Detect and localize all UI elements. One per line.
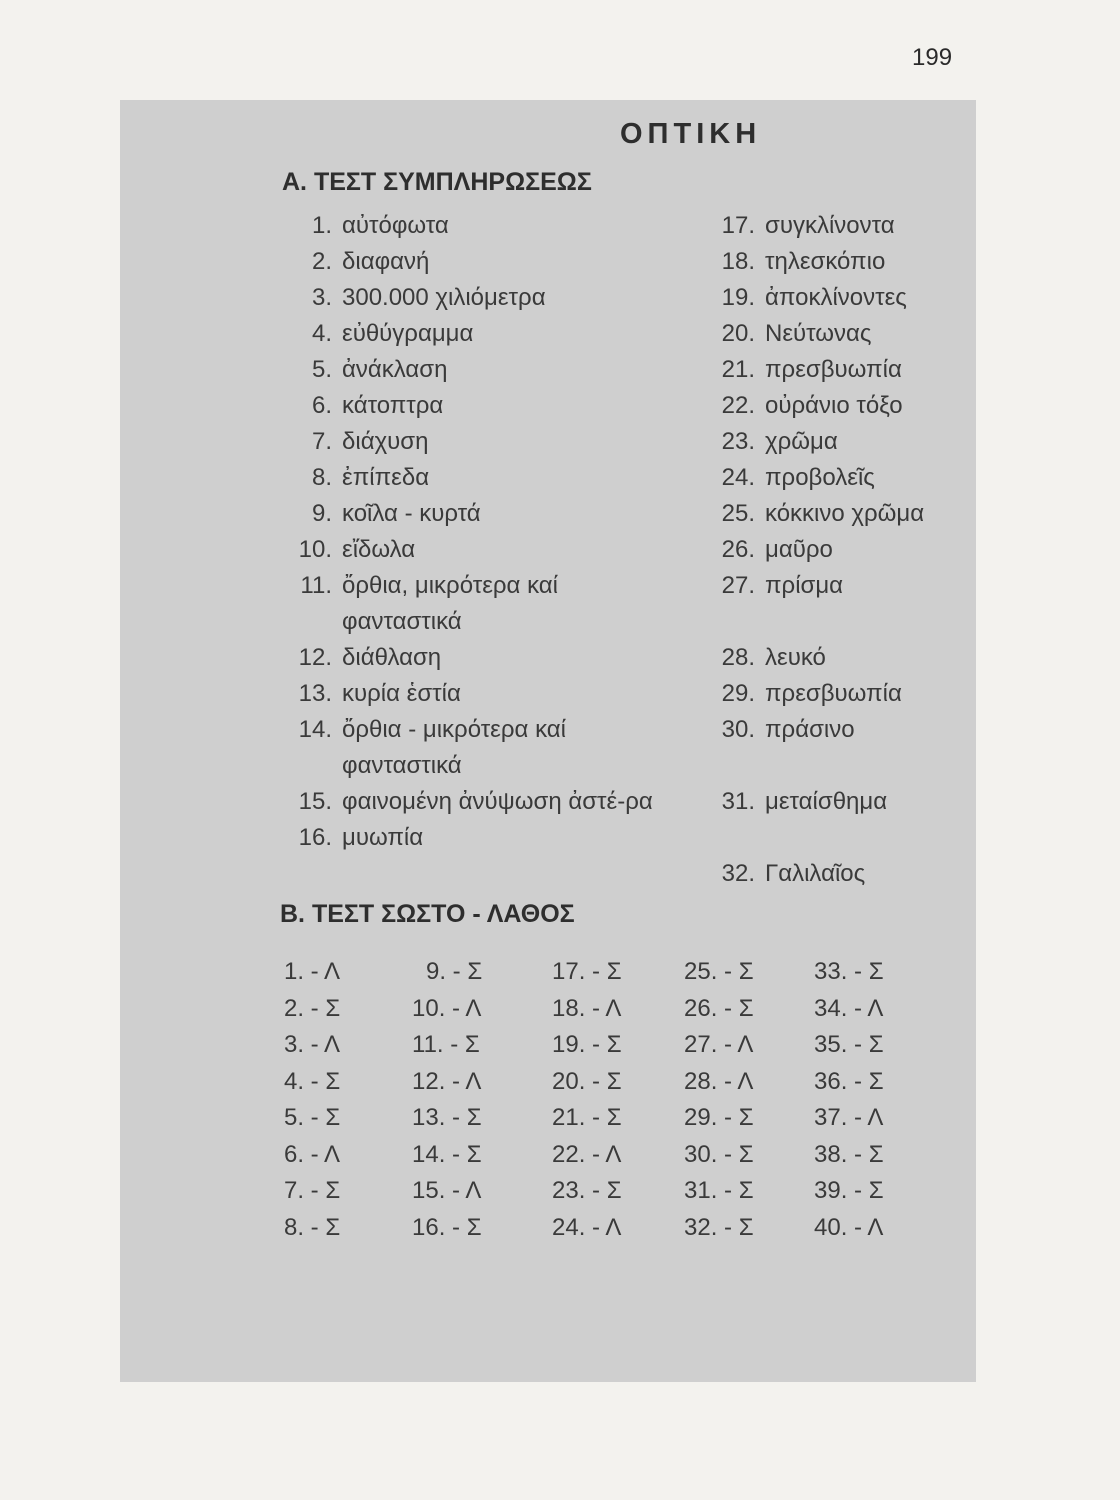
item-answer: πράσινο <box>765 716 855 743</box>
tf-answer: 8. - Σ <box>284 1213 341 1241</box>
list-item <box>705 676 970 712</box>
list-item <box>282 208 702 244</box>
item-answer: προβολεῖς <box>765 464 875 491</box>
tf-answer: 30. - Σ <box>684 1140 754 1168</box>
tf-answer: 14. - Σ <box>412 1140 482 1168</box>
list-item <box>705 352 970 388</box>
list-item <box>282 784 677 820</box>
item-number: 25. <box>721 500 755 527</box>
list-item <box>282 676 702 712</box>
tf-answer: 19. - Σ <box>552 1031 622 1058</box>
item-answer: Γαλιλαῖος <box>765 860 866 887</box>
item-answer: εἴδωλα <box>342 536 416 563</box>
item-answer: κοῖλα - κυρτά <box>342 500 481 527</box>
list-item <box>282 532 702 568</box>
item-answer: πρεσβυωπία <box>765 356 902 383</box>
page-title: ΟΠΤΙΚΗ <box>620 118 762 150</box>
list-item <box>705 244 970 280</box>
item-number: 9. <box>311 500 332 527</box>
item-answer: διάθλαση <box>342 644 442 671</box>
tf-answer: 28. - Λ <box>684 1067 754 1095</box>
item-number: 7. <box>311 428 332 455</box>
item-number: 23. <box>721 428 755 455</box>
tf-answer: 15. - Λ <box>412 1177 482 1204</box>
list-item <box>705 496 970 532</box>
tf-answer: 35. - Σ <box>814 1031 884 1058</box>
item-number: 32. <box>721 860 755 887</box>
item-number: 12. <box>298 644 332 671</box>
item-number: 29. <box>721 680 755 707</box>
list-item <box>282 460 702 496</box>
item-number: 2. <box>311 248 332 275</box>
tf-column <box>684 954 814 1246</box>
item-answer: εὐθύγραμμα <box>342 320 474 347</box>
list-item <box>282 352 702 388</box>
list-item <box>282 568 632 640</box>
tf-answer: 40. - Λ <box>814 1213 884 1241</box>
item-number: 1. <box>311 212 332 239</box>
item-answer: κόκκινο χρῶμα <box>765 500 925 527</box>
item-answer: χρῶμα <box>765 428 838 455</box>
tf-column <box>552 954 682 1246</box>
tf-answer: 5. - Σ <box>284 1104 341 1131</box>
item-number: 8. <box>311 464 332 491</box>
item-answer: οὐράνιο τόξο <box>765 392 903 419</box>
list-item <box>705 208 970 244</box>
tf-column <box>814 954 944 1246</box>
item-answer: συγκλίνοντα <box>765 212 895 239</box>
section-a-heading: Α. ΤΕΣΤ ΣΥΜΠΛΗΡΩΣΕΩΣ <box>282 168 592 196</box>
list-item <box>705 532 970 568</box>
tf-answer: 20. - Σ <box>552 1067 622 1095</box>
item-answer: μυωπία <box>342 824 424 851</box>
item-answer: μεταίσθημα <box>765 788 888 815</box>
list-item <box>282 820 702 856</box>
list-item <box>282 316 702 352</box>
tf-answer: 36. - Σ <box>814 1067 884 1095</box>
tf-answer: 37. - Λ <box>814 1104 884 1131</box>
list-item <box>705 388 970 424</box>
tf-column <box>284 954 414 1246</box>
tf-answer: 3. - Λ <box>284 1031 341 1058</box>
tf-answer: 29. - Σ <box>684 1104 754 1131</box>
tf-answer: 17. - Σ <box>552 958 622 985</box>
list-item <box>282 388 702 424</box>
item-answer: πρεσβυωπία <box>765 680 902 707</box>
list-item <box>705 784 970 856</box>
item-answer: λευκό <box>765 644 826 671</box>
fill-in-left-column <box>282 208 702 856</box>
tf-answer: 32. - Σ <box>684 1213 754 1241</box>
item-number: 11. <box>300 572 332 599</box>
tf-answer: 21. - Σ <box>552 1104 622 1131</box>
list-item <box>705 640 970 676</box>
item-answer: ὄρθια - μικρότερα καί φανταστικά <box>342 716 566 779</box>
item-number: 26. <box>721 536 755 563</box>
list-item <box>705 280 970 316</box>
tf-answer: 39. - Σ <box>814 1177 884 1204</box>
item-number: 30. <box>721 716 755 743</box>
item-number: 17. <box>721 212 755 239</box>
item-number: 13. <box>298 680 332 707</box>
item-number: 19. <box>721 284 755 311</box>
item-answer: κυρία ἑστία <box>342 680 461 707</box>
tf-answer: 25. - Σ <box>684 958 754 985</box>
tf-answer: 12. - Λ <box>412 1067 482 1095</box>
item-number: 16. <box>298 824 332 851</box>
item-answer: μαῦρο <box>765 536 833 563</box>
item-answer: 300.000 χιλιόμετρα <box>342 284 546 311</box>
tf-answer: 11. - Σ <box>412 1031 480 1058</box>
list-item <box>282 712 632 784</box>
list-item <box>282 640 702 676</box>
item-number: 20. <box>721 320 755 347</box>
item-number: 22. <box>721 392 755 419</box>
tf-answer: 33. - Σ <box>814 958 884 985</box>
tf-answer: 4. - Σ <box>284 1067 341 1095</box>
item-answer: ἐπίπεδα <box>342 464 430 491</box>
item-answer: Νεύτωνας <box>765 320 872 347</box>
tf-answer: 22. - Λ <box>552 1140 622 1168</box>
list-item <box>705 424 970 460</box>
item-number: 27. <box>721 572 755 599</box>
item-number: 31. <box>721 788 755 815</box>
item-number: 5. <box>311 356 332 383</box>
tf-answer: 16. - Σ <box>412 1213 482 1241</box>
list-item <box>282 496 702 532</box>
tf-answer: 23. - Σ <box>552 1177 622 1204</box>
tf-answer: 7. - Σ <box>284 1177 341 1204</box>
item-answer: κάτοπτρα <box>342 392 444 419</box>
item-answer: τηλεσκόπιο <box>765 248 886 275</box>
tf-answer: 27. - Λ <box>684 1031 754 1058</box>
tf-answer: 1. - Λ <box>284 958 341 985</box>
list-item <box>282 424 702 460</box>
item-answer: ἀποκλίνοντες <box>765 284 907 311</box>
item-answer: ὄρθια, μικρότερα καί φανταστικά <box>342 572 558 635</box>
item-number: 10. <box>298 536 332 563</box>
tf-answer: 24. - Λ <box>552 1213 622 1241</box>
list-item <box>705 460 970 496</box>
list-item <box>705 856 970 892</box>
list-item <box>282 244 702 280</box>
section-b-heading: Β. ΤΕΣΤ ΣΩΣΤΟ - ΛΑΘΟΣ <box>280 900 575 928</box>
item-number: 3. <box>311 284 332 311</box>
item-answer: διαφανή <box>342 248 430 275</box>
tf-answer: 26. - Σ <box>684 994 754 1022</box>
item-number: 21. <box>721 356 755 383</box>
list-item <box>282 280 702 316</box>
item-number: 24. <box>721 464 755 491</box>
item-number: 28. <box>721 644 755 671</box>
tf-answer: 13. - Σ <box>412 1104 482 1131</box>
tf-column <box>412 954 542 1246</box>
item-answer: πρίσμα <box>765 572 844 599</box>
tf-answer: 38. - Σ <box>814 1140 884 1168</box>
item-number: 18. <box>721 248 755 275</box>
item-number: 6. <box>311 392 332 419</box>
item-number: 15. <box>298 788 332 815</box>
page-number: 199 <box>912 44 953 71</box>
item-answer: φαινομένη ἀνύψωση ἀστέ-ρα <box>342 788 653 815</box>
tf-answer: 31. - Σ <box>684 1177 754 1204</box>
item-answer: αὐτόφωτα <box>342 212 449 239</box>
tf-answer: 10. - Λ <box>412 994 482 1022</box>
tf-answer: 6. - Λ <box>284 1140 341 1168</box>
tf-answer: 2. - Σ <box>284 994 341 1022</box>
fill-in-right-column <box>705 208 970 892</box>
tf-answer: 18. - Λ <box>552 994 622 1022</box>
list-item <box>705 568 970 640</box>
item-number: 14. <box>298 716 332 743</box>
list-item <box>705 316 970 352</box>
list-item <box>705 712 970 784</box>
tf-answer: 9. - Σ <box>426 958 483 985</box>
item-answer: διάχυση <box>342 428 429 455</box>
item-number: 4. <box>311 320 332 347</box>
tf-answer: 34. - Λ <box>814 994 884 1022</box>
item-answer: ἀνάκλαση <box>342 356 448 383</box>
